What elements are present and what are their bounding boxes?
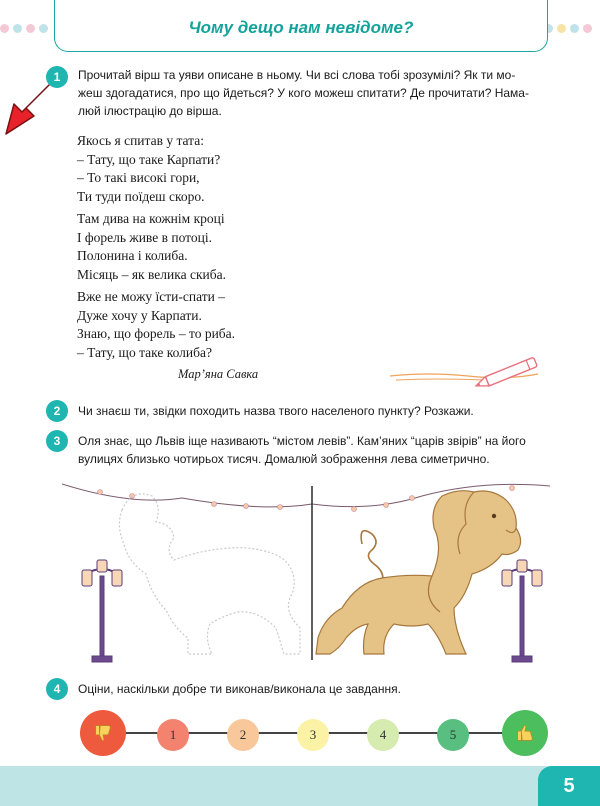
task-2-text (78, 402, 550, 420)
poem-line: Там дива на кожнім кроці (77, 211, 225, 226)
poem-line: Знаю, що форель – то риба. (77, 326, 236, 341)
task-1-line: жеш здогадатися, про що йдеться? У кого можеш спитати? Де прочитати? Нама- (78, 86, 529, 100)
lion-figure (316, 491, 521, 654)
rating-4[interactable]: 4 (367, 719, 399, 751)
lion-symmetry-illustration (62, 478, 550, 668)
poem-stanza-1 (77, 132, 220, 206)
task-number-3: 3 (46, 430, 68, 452)
task-3-text (78, 432, 550, 468)
task-2-line: Чи знаєш ти, звідки походить назва твого населеного пункту? Розкажи. (78, 404, 474, 418)
rating-2[interactable]: 2 (227, 719, 259, 751)
poem-line: Якось я спитав у тата: (77, 133, 204, 148)
rating-1[interactable]: 1 (157, 719, 189, 751)
right-lamp-post (502, 560, 542, 662)
thumbs-up-icon (514, 722, 536, 744)
title-box (54, 0, 548, 52)
poem-author: Мар’яна Савка (178, 367, 259, 381)
poem-line: Дуже хочу у Карпати. (77, 307, 202, 323)
task-number-4: 4 (46, 678, 68, 700)
task-3-line: Оля знає, що Львів іще називають “містом левів”. Кам’яних “царів звірів” на його (78, 434, 526, 448)
poem-line: – То такі високі гори, (77, 170, 200, 185)
pencil-icon (388, 354, 548, 390)
poem-stanza-2 (77, 210, 226, 284)
poem-stanza-3 (77, 288, 235, 362)
poem-line: Вже не можу їсти-спати – (77, 289, 225, 304)
rating-thumbs-up[interactable] (502, 710, 548, 756)
rating-5[interactable]: 5 (437, 719, 469, 751)
rating-thumbs-down[interactable] (80, 710, 126, 756)
thumbs-down-icon (92, 722, 114, 744)
bottom-band (0, 766, 600, 806)
rating-3[interactable]: 3 (297, 719, 329, 751)
poem-line: Місяць – як велика скиба. (77, 266, 226, 282)
page-title: Чому дещо нам невідоме? (188, 18, 414, 37)
poem-line: – Тату, що таке Карпати? (77, 151, 221, 167)
red-arrow-icon (4, 78, 56, 138)
poem-line: Ти туди поїдеш скоро. (77, 188, 205, 204)
task-3-line: вулицях близько чотирьох тисяч. Домалюй зображення лева симетрично. (78, 452, 490, 466)
poem-line: І форель живе в потоці. (77, 229, 212, 245)
poem-line: – Тату, що таке колиба? (77, 344, 212, 360)
task-4-line: Оціни, наскільки добре ти виконав/виконала це завдання. (78, 682, 401, 696)
rating-scale (78, 710, 550, 756)
decorative-dots-left (0, 20, 56, 30)
task-number-1: 1 (46, 66, 68, 88)
page-number: 5 (538, 766, 600, 806)
task-1-text (78, 66, 550, 120)
task-4-text (78, 680, 550, 698)
task-1-line: люй ілюстрацію до вірша. (78, 104, 222, 118)
decorative-dots-right (544, 20, 600, 30)
task-number-2: 2 (46, 400, 68, 422)
left-lamp-post (82, 560, 122, 662)
task-1-line: Прочитай вірш та уяви описане в ньому. Чи всі слова тобі зрозумілі? Як ти мо- (78, 68, 516, 82)
poem-line: Полонина і колиба. (77, 248, 188, 263)
